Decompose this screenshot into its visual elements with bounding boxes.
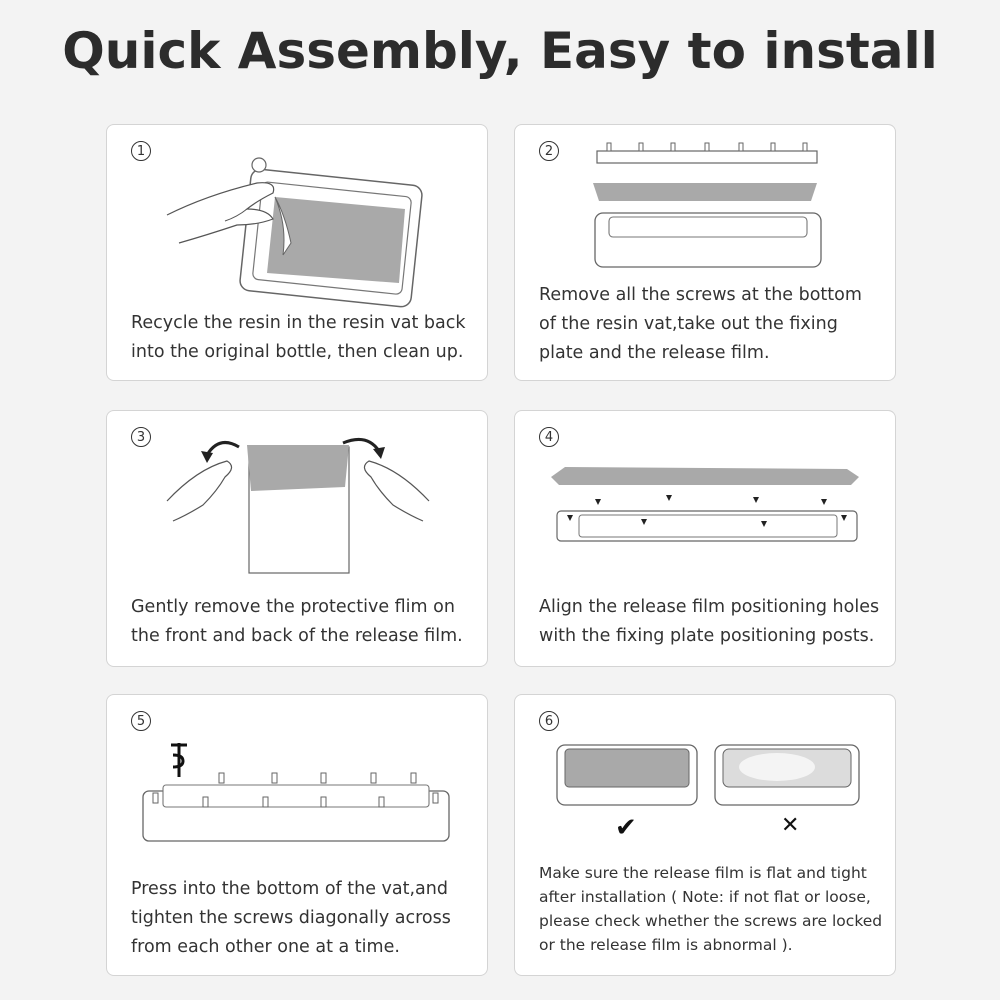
step-line: into the original bottle, then clean up. <box>131 342 464 362</box>
step-card-2 <box>514 124 896 381</box>
illustration-align-film <box>515 411 897 561</box>
step-number-5: 5 <box>131 711 151 731</box>
illustration-recycle-resin <box>107 125 489 325</box>
step-description-5 <box>131 875 479 962</box>
page-title: Quick Assembly, Easy to install <box>62 22 938 80</box>
step-number-1: 1 <box>131 141 151 161</box>
step-line: Make sure the release film is flat and tight <box>539 864 867 882</box>
step-line: or the release film is abnormal ). <box>539 936 793 954</box>
step-number-2: 2 <box>539 141 559 161</box>
step-number-3: 3 <box>131 427 151 447</box>
screwdriver-icon <box>171 743 187 777</box>
wrong-mark-icon: ✕ <box>781 813 800 838</box>
step-card-4 <box>514 410 896 667</box>
step-line: after installation ( Note: if not flat or loose, <box>539 888 871 906</box>
step-line: Recycle the resin in the resin vat back <box>131 313 466 333</box>
step-line: tighten the screws diagonally across <box>131 908 451 928</box>
step-number-4: 4 <box>539 427 559 447</box>
step-line: the front and back of the release film. <box>131 626 463 646</box>
step-line: Align the release film positioning holes <box>539 597 880 617</box>
correct-mark-icon: ✔ <box>615 813 637 843</box>
step-card-1 <box>106 124 488 381</box>
illustration-remove-screws <box>515 125 897 285</box>
illustration-check-film <box>515 695 897 815</box>
step-number-6: 6 <box>539 711 559 731</box>
step-description-6 <box>539 861 887 957</box>
step-line: of the resin vat,take out the fixing <box>539 314 838 334</box>
step-line: Gently remove the protective flim on <box>131 597 455 617</box>
step-line: Remove all the screws at the bottom <box>539 285 862 305</box>
step-description-1 <box>131 309 479 367</box>
step-line: with the fixing plate positioning posts. <box>539 626 875 646</box>
step-description-3 <box>131 593 479 651</box>
step-description-2 <box>539 281 887 368</box>
step-line: Press into the bottom of the vat,and <box>131 879 448 899</box>
step-line: from each other one at a time. <box>131 937 400 957</box>
step-card-3 <box>106 410 488 667</box>
illustration-remove-protective-film <box>107 411 489 591</box>
step-card-5 <box>106 694 488 976</box>
step-line: please check whether the screws are locked <box>539 912 883 930</box>
step-description-4 <box>539 593 887 651</box>
illustration-tighten-screws <box>107 695 489 865</box>
step-card-6 <box>514 694 896 976</box>
step-line: plate and the release film. <box>539 343 770 363</box>
